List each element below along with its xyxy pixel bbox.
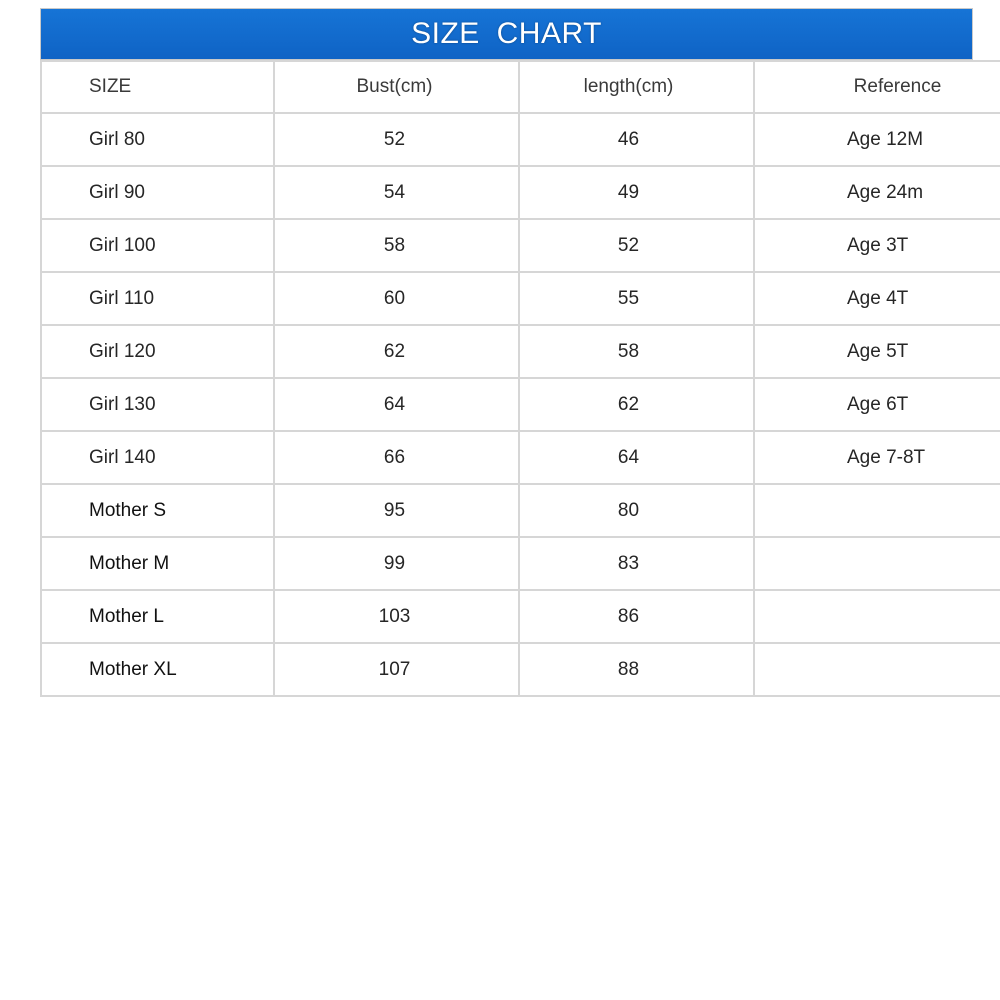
cell-length: 52 [519, 219, 754, 272]
table-row [41, 219, 1000, 272]
cell-length: 83 [519, 537, 754, 590]
table-row [41, 272, 1000, 325]
cell-size: Girl 130 [41, 378, 274, 431]
cell-bust: 95 [274, 484, 519, 537]
cell-length: 88 [519, 643, 754, 696]
table-row [41, 537, 1000, 590]
cell-length: 49 [519, 166, 754, 219]
cell-length: 80 [519, 484, 754, 537]
cell-size: Girl 140 [41, 431, 274, 484]
table-row [41, 431, 1000, 484]
cell-size: Girl 80 [41, 113, 274, 166]
cell-size: Mother S [41, 484, 274, 537]
cell-bust: 99 [274, 537, 519, 590]
cell-size: Girl 110 [41, 272, 274, 325]
cell-size: Mother L [41, 590, 274, 643]
cell-size: Girl 100 [41, 219, 274, 272]
size-chart [40, 8, 973, 697]
cell-length: 62 [519, 378, 754, 431]
header-bust: Bust(cm) [274, 61, 519, 113]
cell-reference [754, 484, 1000, 537]
cell-reference: Age 3T [754, 219, 1000, 272]
cell-length: 64 [519, 431, 754, 484]
cell-length: 58 [519, 325, 754, 378]
cell-reference: Age 7-8T [754, 431, 1000, 484]
cell-bust: 60 [274, 272, 519, 325]
table-row [41, 166, 1000, 219]
cell-bust: 62 [274, 325, 519, 378]
header-reference: Reference [754, 61, 1000, 113]
table-row [41, 484, 1000, 537]
cell-reference [754, 537, 1000, 590]
header-length: length(cm) [519, 61, 754, 113]
table-row [41, 113, 1000, 166]
table-row [41, 378, 1000, 431]
cell-bust: 66 [274, 431, 519, 484]
cell-length: 46 [519, 113, 754, 166]
cell-size: Mother XL [41, 643, 274, 696]
cell-size: Girl 90 [41, 166, 274, 219]
cell-reference: Age 4T [754, 272, 1000, 325]
cell-bust: 52 [274, 113, 519, 166]
cell-size: Mother M [41, 537, 274, 590]
cell-reference: Age 12M [754, 113, 1000, 166]
header-size: SIZE [41, 61, 274, 113]
table-row [41, 325, 1000, 378]
header-row [41, 61, 1000, 113]
table-row [41, 643, 1000, 696]
cell-length: 55 [519, 272, 754, 325]
cell-reference: Age 24m [754, 166, 1000, 219]
table-row [41, 590, 1000, 643]
cell-bust: 107 [274, 643, 519, 696]
cell-bust: 103 [274, 590, 519, 643]
cell-length: 86 [519, 590, 754, 643]
cell-reference: Age 5T [754, 325, 1000, 378]
cell-bust: 64 [274, 378, 519, 431]
size-table [40, 60, 1000, 697]
cell-reference [754, 643, 1000, 696]
cell-reference: Age 6T [754, 378, 1000, 431]
cell-bust: 54 [274, 166, 519, 219]
cell-reference [754, 590, 1000, 643]
cell-size: Girl 120 [41, 325, 274, 378]
cell-bust: 58 [274, 219, 519, 272]
size-chart-title: SIZE CHART [40, 8, 973, 60]
